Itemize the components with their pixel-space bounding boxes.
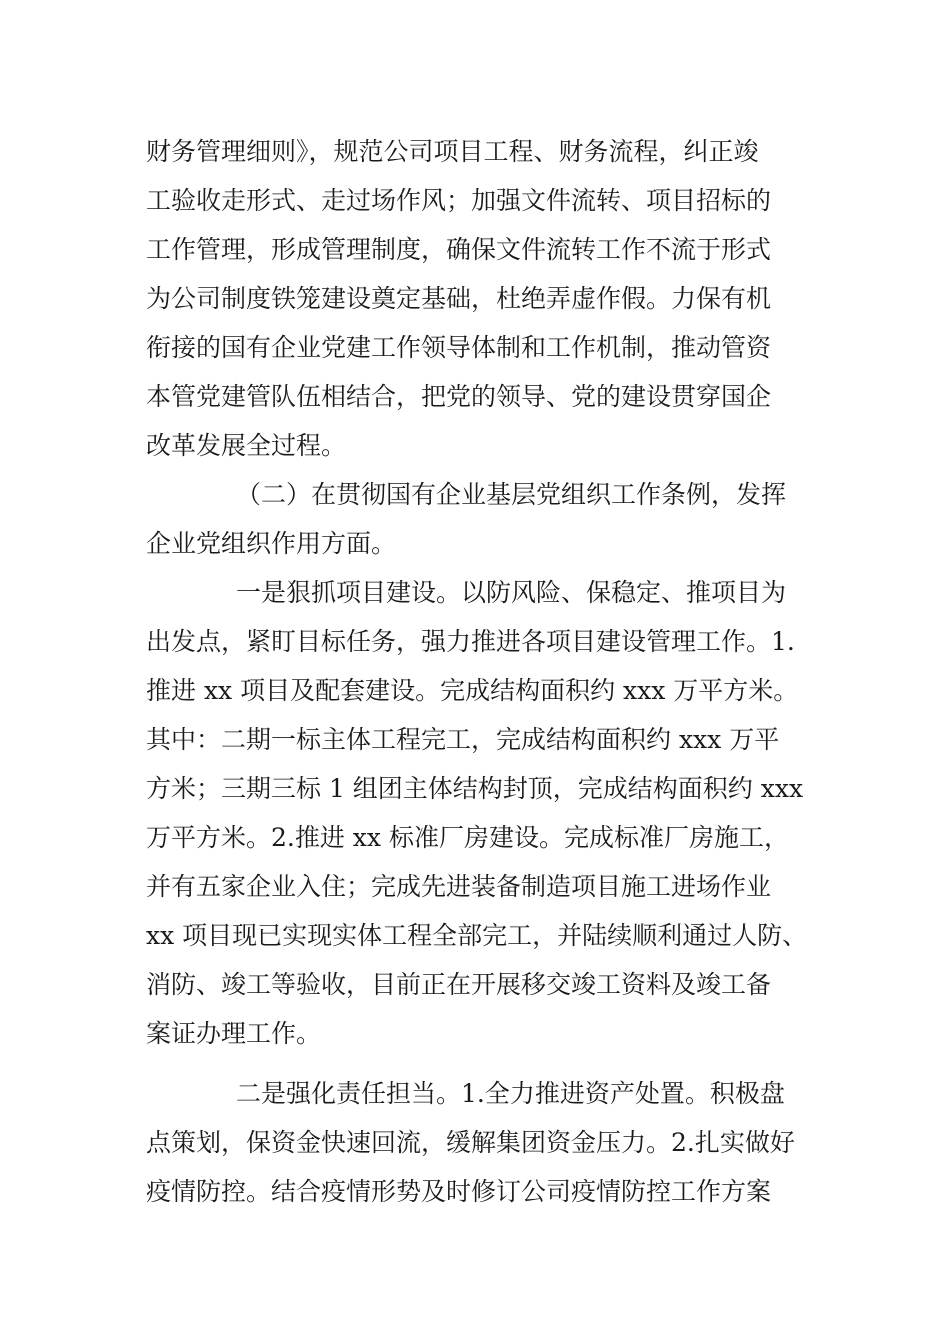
text-line: 为公司制度铁笼建设奠定基础，杜绝弄虚作假。力保有机 xyxy=(146,284,772,313)
text-line: 工验收走形式、走过场作风；加强文件流转、项目招标的 xyxy=(146,186,772,215)
text-line: 出发点，紧盯目标任务，强力推进各项目建设管理工作。1. xyxy=(146,627,795,656)
text-line: 本管党建管队伍相结合，把党的领导、党的建设贯穿国企 xyxy=(146,382,772,411)
text-line: xx 项目现已实现实体工程全部完工，并陆续顺利通过人防、 xyxy=(146,921,808,950)
text-line: 其中：二期一标主体工程完工，完成结构面积约 xxx 万平 xyxy=(146,725,780,754)
text-line: 消防、竣工等验收，目前正在开展移交竣工资料及竣工备 xyxy=(146,970,772,999)
text-line: 案证办理工作。 xyxy=(146,1019,322,1048)
paragraph-start: 二是强化责任担当。1.全力推进资产处置。积极盘 xyxy=(236,1079,785,1108)
text-line: 改革发展全过程。 xyxy=(146,431,347,460)
text-line: 衔接的国有企业党建工作领导体制和工作机制，推动管资 xyxy=(146,333,772,362)
text-line: 推进 xx 项目及配套建设。完成结构面积约 xxx 万平方米。 xyxy=(146,676,799,705)
text-line: 疫情防控。结合疫情形势及时修订公司疫情防控工作方案 xyxy=(146,1177,772,1206)
text-line: 企业党组织作用方面。 xyxy=(146,529,397,558)
paragraph-start: 一是狠抓项目建设。以防风险、保稳定、推项目为 xyxy=(236,578,787,607)
text-line: 点策划，保资金快速回流，缓解集团资金压力。2.扎实做好 xyxy=(146,1128,795,1157)
text-line: 财务管理细则》，规范公司项目工程、财务流程，纠正竣 xyxy=(146,137,759,166)
text-line: 工作管理，形成管理制度，确保文件流转工作不流于形式 xyxy=(146,235,772,264)
text-line: 并有五家企业入住；完成先进装备制造项目施工进场作业 xyxy=(146,872,772,901)
section-heading: （二）在贯彻国有企业基层党组织工作条例，发挥 xyxy=(236,480,787,509)
text-line: 万平方米。2.推进 xx 标准厂房建设。完成标准厂房施工， xyxy=(146,823,789,852)
text-line: 方米；三期三标 1 组团主体结构封顶，完成结构面积约 xxx xyxy=(146,774,804,803)
